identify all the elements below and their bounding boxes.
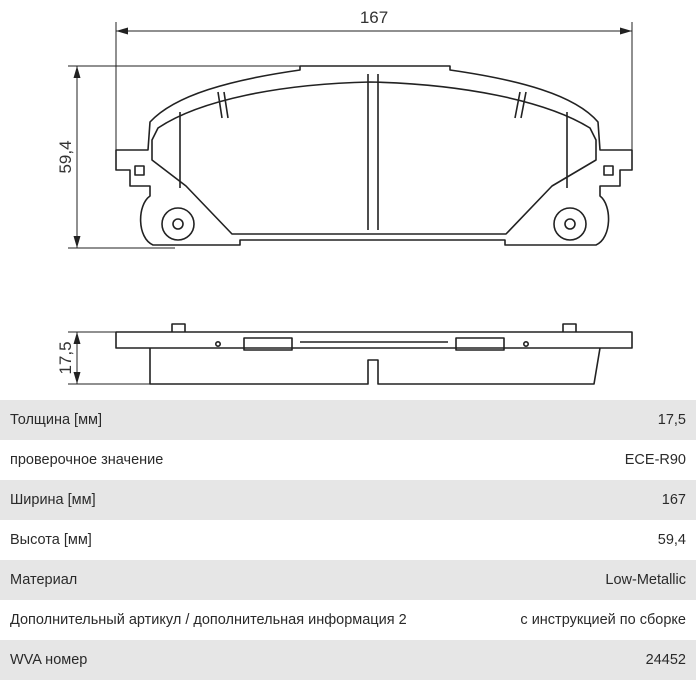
spec-row-thickness	[0, 400, 696, 440]
spec-value: с инструкцией по сборке	[520, 612, 686, 628]
spec-row-width	[0, 480, 696, 520]
thickness-dimension	[68, 332, 150, 384]
spec-value: 24452	[645, 652, 686, 668]
spec-label: Высота [мм]	[10, 532, 92, 548]
height-dimension	[68, 66, 360, 248]
spec-value: 17,5	[657, 412, 686, 428]
thickness-dimension-label: 17,5	[56, 341, 75, 375]
spec-row-wva-number	[0, 640, 696, 680]
spec-label: Толщина [мм]	[10, 412, 103, 428]
pad-side-view	[116, 324, 632, 384]
spec-label: Дополнительный артикул / дополнительная информация 2	[10, 612, 407, 628]
width-dimension-label: 167	[359, 8, 389, 27]
spec-value: Low-Metallic	[605, 572, 686, 588]
spec-label: проверочное значение	[10, 452, 164, 468]
spec-row-height	[0, 520, 696, 560]
spec-label: Ширина [мм]	[10, 492, 96, 508]
spec-value: 59,4	[657, 532, 686, 548]
spec-value: 167	[661, 492, 686, 508]
spec-label: Материал	[10, 572, 78, 588]
pad-front-view	[116, 66, 632, 245]
spec-row-additional-info	[0, 600, 696, 640]
spec-row-material	[0, 560, 696, 600]
spec-label: WVA номер	[10, 652, 88, 668]
width-dimension	[116, 22, 632, 150]
spec-row-test-value	[0, 440, 696, 480]
height-dimension-label: 59,4	[56, 140, 75, 174]
spec-value: ECE-R90	[624, 452, 686, 468]
specifications-table	[0, 400, 696, 680]
